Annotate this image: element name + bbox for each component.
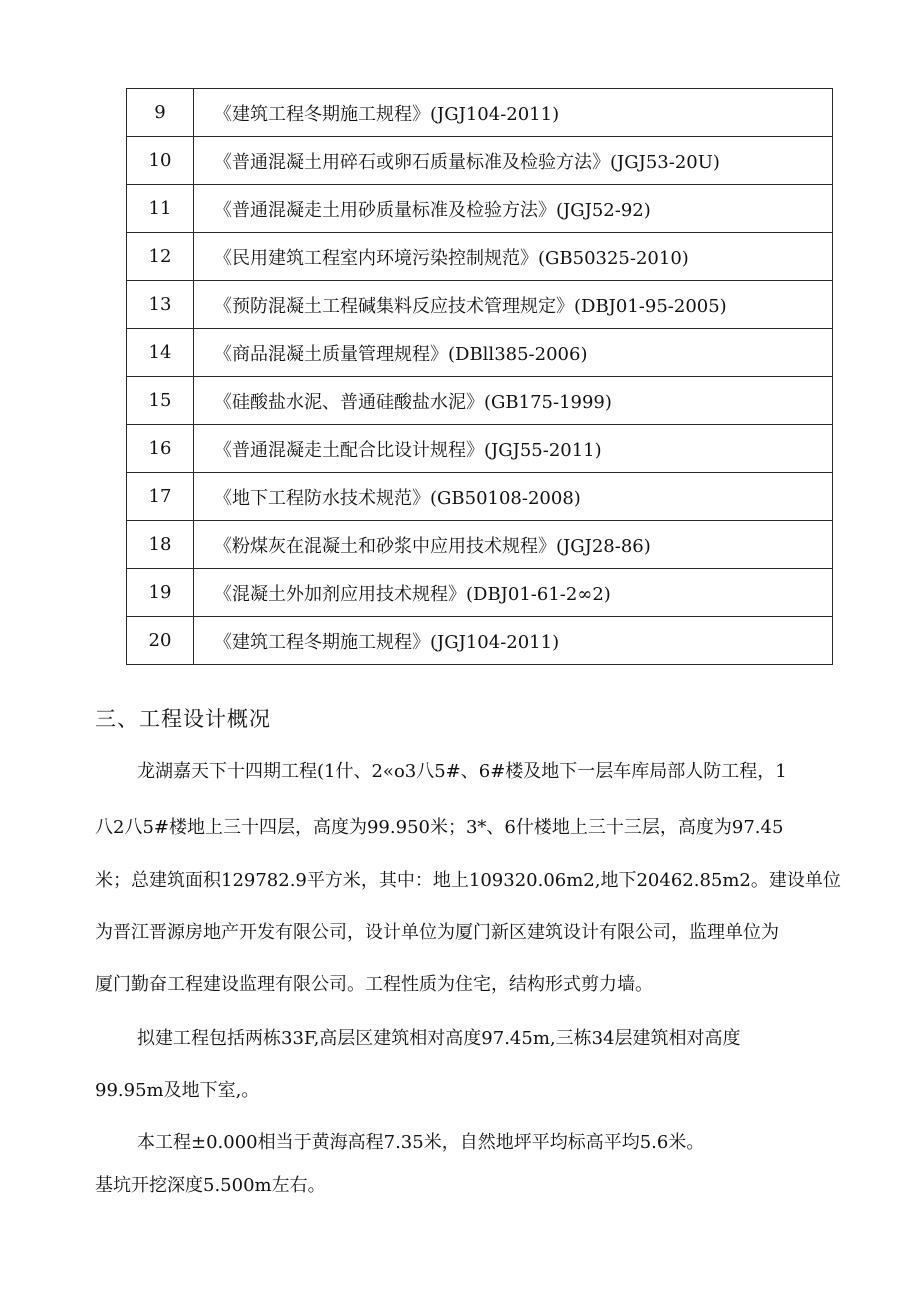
table-row <box>127 281 833 329</box>
standard-title: 《预防混凝土工程碱集料反应技术管理规定》(DBJ01-95-2005) <box>194 281 833 329</box>
standard-title: 《普通混凝走土配合比设计规程》(JGJ55-2011) <box>194 425 833 473</box>
row-number: 14 <box>127 329 194 377</box>
overview-line-3: 米；总建筑面积129782.9平方米，其中：地上109320.06m2,地下20462.85m2。建设单位 <box>95 870 841 891</box>
section-heading: 三、工程设计概况 <box>95 707 271 731</box>
standard-title: 《普通混凝土用碎石或卵石质量标准及检验方法》(JGJ53-20U) <box>194 137 833 185</box>
table-row <box>127 617 833 665</box>
table-row <box>127 425 833 473</box>
table-row <box>127 569 833 617</box>
standards-table <box>126 88 833 665</box>
standard-title: 《建筑工程冬期施工规程》(JGJ104-2011) <box>194 617 833 665</box>
row-number: 9 <box>127 89 194 137</box>
buildings-line-1: 拟建工程包括两栋33F,高层区建筑相对高度97.45m,三栋34层建筑相对高度 <box>137 1028 741 1049</box>
standard-title: 《地下工程防水技术规范》(GB50108-2008) <box>194 473 833 521</box>
row-number: 17 <box>127 473 194 521</box>
standard-title: 《建筑工程冬期施工规程》(JGJ104-2011) <box>194 89 833 137</box>
overview-line-5: 厦门勤奋工程建设监理有限公司。工程性质为住宅，结构形式剪力墙。 <box>95 974 653 995</box>
overview-line-1: 龙湖嘉天下十四期工程(1什、2«o3八5#、6#楼及地下一层车库局部人防工程，1 <box>137 761 787 782</box>
elevation-line-2: 基坑开挖深度5.500m左右。 <box>95 1175 326 1196</box>
standard-title: 《普通混凝走土用砂质量标准及检验方法》(JGJ52-92) <box>194 185 833 233</box>
standard-title: 《硅酸盐水泥、普通硅酸盐水泥》(GB175-1999) <box>194 377 833 425</box>
overview-line-2: 八2八5#楼地上三十四层，高度为99.950米；3*、6什楼地上三十三层，高度为97.45 <box>95 817 784 838</box>
row-number: 18 <box>127 521 194 569</box>
row-number: 20 <box>127 617 194 665</box>
standard-title: 《民用建筑工程室内环境污染控制规范》(GB50325-2010) <box>194 233 833 281</box>
standard-title: 《混凝土外加剂应用技术规程》(DBJ01-61-2∞2) <box>194 569 833 617</box>
row-number: 13 <box>127 281 194 329</box>
standards-table-body <box>127 89 833 665</box>
row-number: 11 <box>127 185 194 233</box>
table-row <box>127 377 833 425</box>
standard-title: 《粉煤灰在混凝土和砂浆中应用技术规程》(JGJ28-86) <box>194 521 833 569</box>
table-row <box>127 185 833 233</box>
table-row <box>127 521 833 569</box>
table-row <box>127 233 833 281</box>
table-row <box>127 329 833 377</box>
buildings-line-2: 99.95m及地下室,。 <box>95 1080 260 1101</box>
row-number: 15 <box>127 377 194 425</box>
table-row <box>127 473 833 521</box>
row-number: 10 <box>127 137 194 185</box>
row-number: 19 <box>127 569 194 617</box>
overview-line-4: 为晋江晋源房地产开发有限公司，设计单位为厦门新区建筑设计有限公司，监理单位为 <box>95 922 779 943</box>
standard-title: 《商品混凝土质量管理规程》(DBll385-2006) <box>194 329 833 377</box>
elevation-line-1: 本工程±0.000相当于黄海高程7.35米，自然地坪平均标高平均5.6米。 <box>137 1132 705 1153</box>
table-row <box>127 137 833 185</box>
row-number: 16 <box>127 425 194 473</box>
row-number: 12 <box>127 233 194 281</box>
table-row <box>127 89 833 137</box>
